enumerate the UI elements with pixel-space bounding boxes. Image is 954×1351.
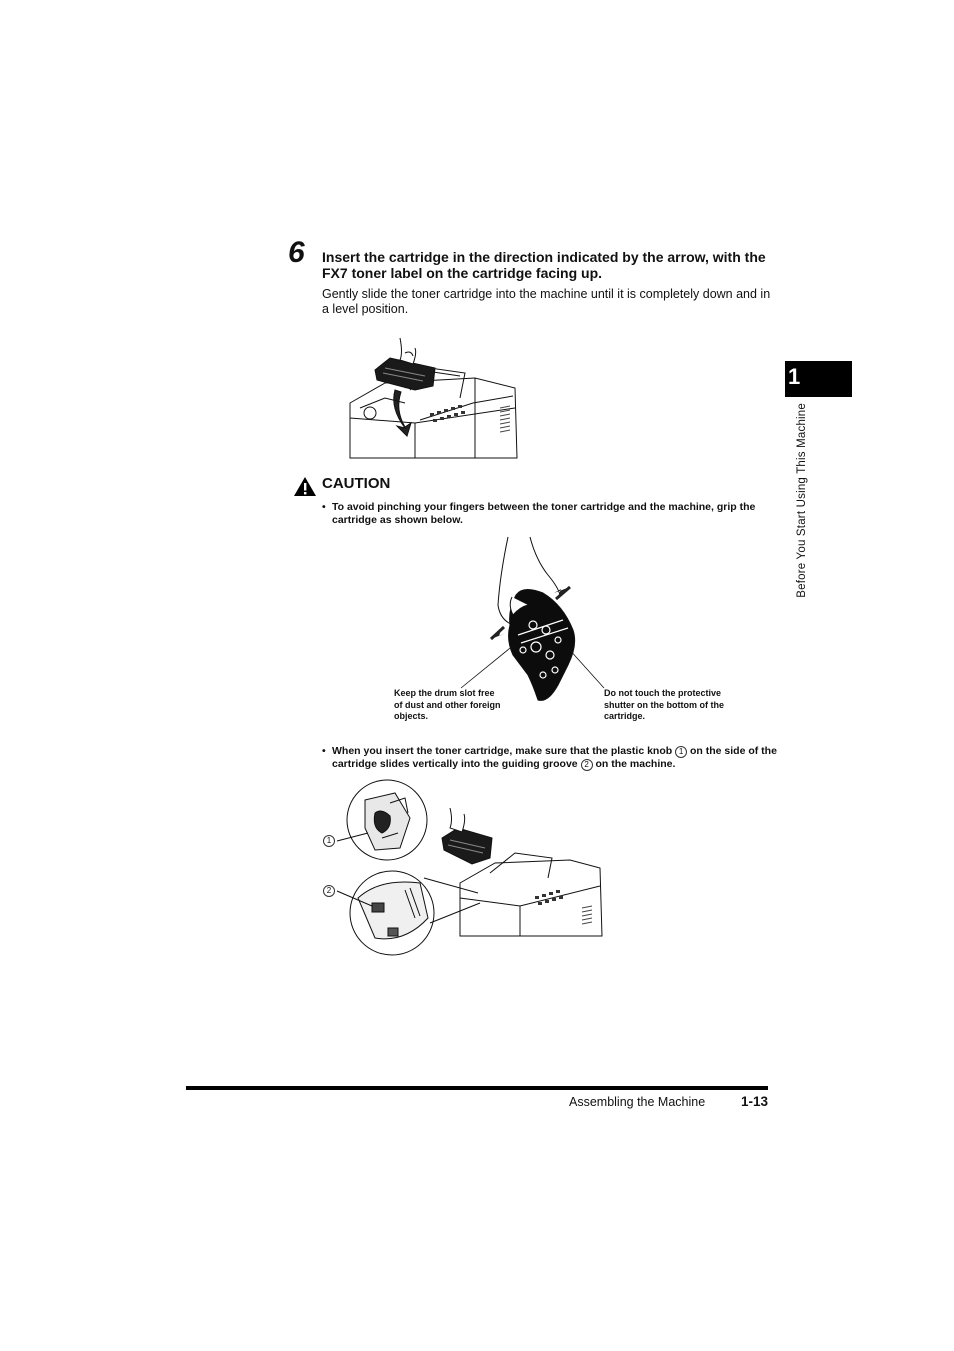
bullet-text-part: on the side of the cartridge slides vertically into the guiding groove	[332, 745, 777, 770]
step-title: Insert the cartridge in the direction indicated by the arrow, with the FX7 toner label on the cartridge facing up.	[322, 249, 766, 281]
footer-rule	[186, 1086, 768, 1090]
footer-section-title: Assembling the Machine	[569, 1095, 706, 1109]
circled-number-1: 1	[675, 746, 687, 758]
callout-protective-shutter: Do not touch the protective shutter on the bottom of the cartridge.	[604, 688, 724, 721]
chapter-tab	[785, 361, 852, 397]
bullet-text-part: When you insert the toner cartridge, make sure that the plastic knob	[332, 745, 676, 757]
step-number: 6	[288, 236, 305, 269]
bullet-dot-icon: •	[322, 501, 326, 513]
chapter-title-vertical	[796, 405, 812, 620]
callout-drum-slot: Keep the drum slot free of dust and other foreign objects.	[394, 688, 501, 721]
marker-2	[323, 884, 335, 897]
page-number: 1-13	[741, 1094, 769, 1109]
circled-number-1: 1	[323, 835, 335, 847]
chapter-number: 1	[788, 364, 801, 389]
caution-bullet-text: To avoid pinching your fingers between the toner cartridge and the machine, grip the cartridge as shown below.	[332, 501, 756, 526]
caution-bullet-knob	[322, 745, 782, 771]
chapter-title: Before You Start Using This Machine	[796, 403, 808, 598]
step-description: Gently slide the toner cartridge into the machine until it is completely down and in a level position.	[322, 287, 771, 316]
bullet-dot-icon: •	[322, 745, 326, 757]
caution-heading: CAUTION	[322, 475, 391, 492]
circled-number-2: 2	[581, 759, 593, 771]
bullet-text-part: on the machine.	[592, 758, 676, 770]
figure-knob-groove	[320, 778, 610, 958]
circled-number-2: 2	[323, 885, 335, 897]
marker-1	[323, 834, 335, 847]
